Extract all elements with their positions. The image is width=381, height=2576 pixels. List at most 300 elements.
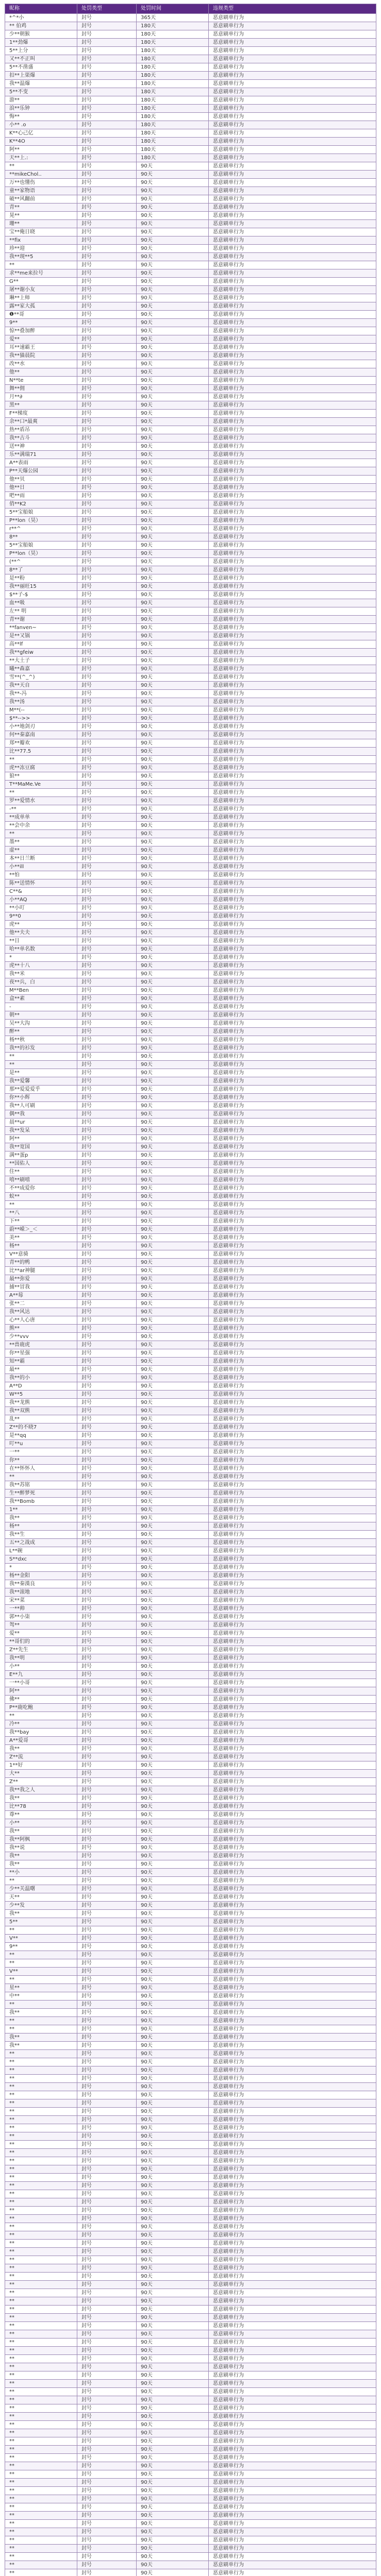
cell-penalty-duration: 90天 <box>137 426 209 434</box>
cell-violation-type: 恶意刷单行为 <box>209 368 376 377</box>
cell-penalty-duration: 90天 <box>137 2363 209 2371</box>
cell-penalty-type: 封号 <box>77 393 137 401</box>
cell-penalty-type: 封号 <box>77 1366 137 1374</box>
cell-violation-type: 恶意刷单行为 <box>209 2429 376 2437</box>
cell-nickname: 何**秦嘉南 <box>5 731 77 739</box>
table-row <box>5 1844 376 1852</box>
cell-nickname: ** <box>5 2099 77 2108</box>
cell-nickname: W**5 <box>5 1391 77 1399</box>
table-row <box>5 682 376 690</box>
cell-penalty-duration: 90天 <box>137 1118 209 1127</box>
cell-penalty-duration: 90天 <box>137 327 209 335</box>
cell-nickname: 求**me来拉号 <box>5 269 77 278</box>
cell-penalty-type: 封号 <box>77 624 137 632</box>
cell-violation-type: 恶意刷单行为 <box>209 2553 376 2561</box>
cell-violation-type: 恶意刷单行为 <box>209 1885 376 1893</box>
cell-penalty-duration: 90天 <box>137 1770 209 1778</box>
cell-nickname: ** <box>5 1926 77 1935</box>
cell-nickname: **哥们的 <box>5 1638 77 1646</box>
cell-nickname: ** <box>5 2347 77 2355</box>
cell-penalty-duration: 90天 <box>137 410 209 418</box>
cell-nickname: ** <box>5 756 77 764</box>
cell-violation-type: 恶意刷单行为 <box>209 1358 376 1366</box>
cell-penalty-duration: 90天 <box>137 401 209 410</box>
cell-nickname: 我**苏铭 <box>5 1481 77 1489</box>
cell-penalty-duration: 90天 <box>137 1448 209 1456</box>
cell-penalty-duration: 90天 <box>137 1176 209 1184</box>
cell-nickname: M**Ben <box>5 987 77 995</box>
cell-nickname: **fanven~ <box>5 624 77 632</box>
cell-penalty-type: 封号 <box>77 401 137 410</box>
cell-violation-type: 恶意刷单行为 <box>209 2487 376 2495</box>
table-row <box>5 88 376 96</box>
cell-penalty-duration: 90天 <box>137 2141 209 2149</box>
cell-penalty-duration: 90天 <box>137 171 209 179</box>
cell-penalty-duration: 90天 <box>137 1481 209 1489</box>
cell-penalty-type: 封号 <box>77 1086 137 1094</box>
cell-penalty-duration: 90天 <box>137 1522 209 1531</box>
cell-violation-type: 恶意刷单行为 <box>209 418 376 426</box>
cell-penalty-duration: 180天 <box>137 138 209 146</box>
table-row <box>5 1951 376 1959</box>
cell-nickname: 小**地剑刃 <box>5 723 77 731</box>
cell-violation-type: 恶意刷单行为 <box>209 1053 376 1061</box>
cell-nickname: 我**人可刷 <box>5 1102 77 1110</box>
cell-violation-type: 恶意刷单行为 <box>209 1968 376 1976</box>
cell-penalty-duration: 90天 <box>137 2569 209 2576</box>
cell-violation-type: 恶意刷单行为 <box>209 607 376 616</box>
table-row <box>5 2207 376 2215</box>
cell-penalty-type: 封号 <box>77 657 137 665</box>
cell-violation-type: 恶意刷单行为 <box>209 1127 376 1135</box>
cell-penalty-duration: 90天 <box>137 492 209 500</box>
cell-nickname: 5**宝船娘 <box>5 541 77 550</box>
cell-violation-type: 恶意刷单行为 <box>209 1110 376 1118</box>
cell-penalty-type: 封号 <box>77 1564 137 1572</box>
cell-penalty-duration: 90天 <box>137 1168 209 1176</box>
table-row <box>5 1605 376 1613</box>
cell-nickname: Z**流 <box>5 1753 77 1761</box>
cell-penalty-type: 封号 <box>77 682 137 690</box>
header-nickname: 昵称 <box>5 4 77 14</box>
cell-penalty-duration: 90天 <box>137 2454 209 2462</box>
table-row <box>5 1737 376 1745</box>
cell-penalty-duration: 90天 <box>137 335 209 344</box>
cell-penalty-type: 封号 <box>77 929 137 937</box>
cell-penalty-duration: 90天 <box>137 1893 209 1902</box>
cell-penalty-duration: 90天 <box>137 2561 209 2569</box>
cell-penalty-type: 封号 <box>77 278 137 286</box>
cell-violation-type: 恶意刷单行为 <box>209 830 376 838</box>
table-row <box>5 2198 376 2207</box>
cell-penalty-duration: 90天 <box>137 1630 209 1638</box>
cell-penalty-type: 封号 <box>77 1028 137 1036</box>
table-row <box>5 401 376 410</box>
cell-nickname: 他** <box>5 368 77 377</box>
cell-violation-type: 恶意刷单行为 <box>209 1234 376 1242</box>
cell-penalty-type: 封号 <box>77 896 137 904</box>
cell-penalty-duration: 90天 <box>137 863 209 871</box>
cell-penalty-type: 封号 <box>77 541 137 550</box>
cell-nickname: 大** <box>5 1770 77 1778</box>
cell-penalty-type: 封号 <box>77 2404 137 2413</box>
cell-penalty-duration: 90天 <box>137 1687 209 1696</box>
cell-nickname: 5**上分 <box>5 47 77 55</box>
table-row <box>5 599 376 607</box>
cell-penalty-duration: 90天 <box>137 2470 209 2479</box>
cell-violation-type: 恶意刷单行为 <box>209 574 376 583</box>
cell-violation-type: 恶意刷单行为 <box>209 2306 376 2314</box>
cell-penalty-type: 封号 <box>77 2413 137 2421</box>
cell-penalty-type: 封号 <box>77 1951 137 1959</box>
cell-penalty-type: 封号 <box>77 352 137 360</box>
cell-violation-type: 恶意刷单行为 <box>209 1349 376 1358</box>
cell-violation-type: 恶意刷单行为 <box>209 1910 376 1918</box>
cell-nickname: 1**劲爆 <box>5 39 77 47</box>
table-row <box>5 1728 376 1737</box>
cell-nickname: ** <box>5 2231 77 2240</box>
cell-penalty-duration: 90天 <box>137 245 209 253</box>
table-row <box>5 1745 376 1753</box>
cell-nickname: 我** <box>5 2042 77 2050</box>
cell-penalty-duration: 90天 <box>137 1391 209 1399</box>
cell-penalty-duration: 90天 <box>137 1679 209 1687</box>
cell-penalty-type: 封号 <box>77 1597 137 1605</box>
cell-penalty-type: 封号 <box>77 187 137 195</box>
table-row <box>5 1374 376 1382</box>
cell-nickname: 我**秦漢良 <box>5 1580 77 1588</box>
table-row <box>5 1597 376 1605</box>
cell-penalty-type: 封号 <box>77 2009 137 2017</box>
table-row <box>5 1761 376 1770</box>
cell-penalty-duration: 90天 <box>137 649 209 657</box>
cell-penalty-type: 封号 <box>77 1588 137 1597</box>
table-row <box>5 657 376 665</box>
cell-nickname: r**^ <box>5 525 77 533</box>
cell-violation-type: 恶意刷单行为 <box>209 96 376 105</box>
cell-penalty-type: 封号 <box>77 1201 137 1209</box>
cell-penalty-duration: 90天 <box>137 1489 209 1498</box>
cell-nickname: 小** .o <box>5 121 77 129</box>
cell-nickname: 张**二 <box>5 1300 77 1308</box>
cell-penalty-type: 封号 <box>77 1968 137 1976</box>
cell-nickname: ** <box>5 2256 77 2264</box>
table-row <box>5 781 376 789</box>
cell-nickname: 血**吸 <box>5 599 77 607</box>
cell-penalty-duration: 90天 <box>137 2388 209 2396</box>
table-row <box>5 1522 376 1531</box>
cell-penalty-type: 封号 <box>77 1877 137 1885</box>
cell-penalty-duration: 90天 <box>137 1366 209 1374</box>
cell-penalty-duration: 90天 <box>137 822 209 830</box>
cell-violation-type: 恶意刷单行为 <box>209 2264 376 2273</box>
cell-penalty-type: 封号 <box>77 1226 137 1234</box>
cell-penalty-duration: 90天 <box>137 1844 209 1852</box>
cell-penalty-duration: 90天 <box>137 1292 209 1300</box>
cell-penalty-type: 封号 <box>77 96 137 105</box>
cell-nickname: 天**上.: <box>5 154 77 162</box>
cell-nickname: V** <box>5 1935 77 1943</box>
cell-penalty-type: 封号 <box>77 2487 137 2495</box>
cell-penalty-type: 封号 <box>77 1259 137 1267</box>
cell-penalty-type: 封号 <box>77 269 137 278</box>
cell-penalty-duration: 90天 <box>137 1456 209 1465</box>
cell-penalty-type: 封号 <box>77 286 137 294</box>
cell-nickname: P**lon（昊） <box>5 517 77 525</box>
cell-nickname: ** <box>5 2182 77 2190</box>
cell-nickname: ** <box>5 2207 77 2215</box>
cell-penalty-type: 封号 <box>77 1094 137 1102</box>
table-row <box>5 1086 376 1094</box>
cell-penalty-duration: 90天 <box>137 2058 209 2066</box>
cell-penalty-type: 封号 <box>77 830 137 838</box>
cell-penalty-type: 封号 <box>77 2289 137 2297</box>
table-row <box>5 105 376 113</box>
cell-violation-type: 恶意刷单行为 <box>209 1951 376 1959</box>
table-row <box>5 1968 376 1976</box>
cell-nickname: ** <box>5 162 77 171</box>
cell-penalty-duration: 90天 <box>137 344 209 352</box>
table-row <box>5 1382 376 1391</box>
cell-penalty-type: 封号 <box>77 2569 137 2576</box>
cell-nickname: 知**霸 <box>5 1358 77 1366</box>
cell-violation-type: 恶意刷单行为 <box>209 756 376 764</box>
cell-penalty-type: 封号 <box>77 665 137 673</box>
cell-nickname: 比**78 <box>5 1803 77 1811</box>
cell-violation-type: 恶意刷单行为 <box>209 1209 376 1217</box>
cell-violation-type: 恶意刷单行为 <box>209 1341 376 1349</box>
cell-nickname: ** <box>5 2446 77 2454</box>
cell-violation-type: 恶意刷单行为 <box>209 2388 376 2396</box>
cell-penalty-type: 封号 <box>77 1292 137 1300</box>
cell-penalty-duration: 90天 <box>137 2495 209 2503</box>
cell-penalty-type: 封号 <box>77 385 137 393</box>
cell-nickname: 露**家大孤 <box>5 302 77 311</box>
cell-penalty-duration: 90天 <box>137 1044 209 1053</box>
cell-penalty-duration: 90天 <box>137 921 209 929</box>
cell-nickname: ** <box>5 2281 77 2289</box>
cell-violation-type: 恶意刷单行为 <box>209 1737 376 1745</box>
cell-penalty-duration: 90天 <box>137 987 209 995</box>
cell-violation-type: 恶意刷单行为 <box>209 739 376 748</box>
cell-penalty-type: 封号 <box>77 1234 137 1242</box>
cell-penalty-duration: 90天 <box>137 443 209 451</box>
cell-violation-type: 恶意刷单行为 <box>209 253 376 261</box>
cell-nickname: ** <box>5 2198 77 2207</box>
cell-penalty-duration: 90天 <box>137 2017 209 2025</box>
cell-violation-type: 恶意刷单行为 <box>209 2182 376 2190</box>
cell-nickname: 虎**冻豆腐 <box>5 764 77 772</box>
cell-nickname: ** <box>5 2330 77 2338</box>
cell-nickname: 黑** <box>5 401 77 410</box>
table-row <box>5 1514 376 1522</box>
cell-penalty-duration: 90天 <box>137 723 209 731</box>
cell-nickname: 我**猫晨院 <box>5 352 77 360</box>
cell-penalty-type: 封号 <box>77 179 137 187</box>
cell-violation-type: 恶意刷单行为 <box>209 14 376 22</box>
table-row <box>5 1391 376 1399</box>
penalty-table <box>5 4 376 2576</box>
cell-penalty-duration: 90天 <box>137 1440 209 1448</box>
cell-violation-type: 恶意刷单行为 <box>209 2066 376 2075</box>
table-row <box>5 1531 376 1539</box>
header-penalty-duration: 处罚时间 <box>137 4 209 14</box>
cell-nickname: ** <box>5 2240 77 2248</box>
table-row <box>5 236 376 245</box>
cell-nickname: C**& <box>5 888 77 896</box>
table-row <box>5 1770 376 1778</box>
table-row <box>5 2182 376 2190</box>
cell-penalty-duration: 90天 <box>137 855 209 863</box>
table-row <box>5 2446 376 2454</box>
cell-nickname: **八 <box>5 1209 77 1217</box>
cell-penalty-type: 封号 <box>77 1852 137 1860</box>
cell-penalty-type: 封号 <box>77 377 137 385</box>
cell-nickname: ** <box>5 2421 77 2429</box>
cell-penalty-duration: 90天 <box>137 632 209 640</box>
cell-penalty-type: 封号 <box>77 1399 137 1407</box>
table-row <box>5 690 376 698</box>
cell-penalty-type: 封号 <box>77 1737 137 1745</box>
cell-penalty-duration: 90天 <box>137 204 209 212</box>
cell-nickname: S**dxc <box>5 1555 77 1564</box>
cell-nickname: 杨**金阳 <box>5 1572 77 1580</box>
cell-penalty-type: 封号 <box>77 566 137 574</box>
cell-violation-type: 恶意刷单行为 <box>209 550 376 558</box>
cell-penalty-duration: 90天 <box>137 1597 209 1605</box>
table-row <box>5 146 376 154</box>
table-row <box>5 2066 376 2075</box>
cell-penalty-type: 封号 <box>77 467 137 476</box>
cell-nickname: 他**日 <box>5 484 77 492</box>
cell-penalty-duration: 90天 <box>137 912 209 921</box>
cell-nickname: 我**的衫发 <box>5 1044 77 1053</box>
table-row <box>5 377 376 385</box>
cell-nickname: 少**朝猴 <box>5 30 77 39</box>
cell-violation-type: 恶意刷单行为 <box>209 921 376 929</box>
cell-violation-type: 恶意刷单行为 <box>209 1151 376 1160</box>
cell-violation-type: 恶意刷单行为 <box>209 492 376 500</box>
cell-violation-type: 恶意刷单行为 <box>209 1984 376 1992</box>
cell-violation-type: 恶意刷单行为 <box>209 2042 376 2050</box>
table-row <box>5 500 376 509</box>
cell-violation-type: 恶意刷单行为 <box>209 904 376 912</box>
cell-penalty-duration: 90天 <box>137 1852 209 1860</box>
table-row <box>5 269 376 278</box>
cell-violation-type: 恶意刷单行为 <box>209 2528 376 2536</box>
cell-penalty-duration: 90天 <box>137 368 209 377</box>
cell-penalty-type: 封号 <box>77 1745 137 1753</box>
cell-nickname: E**九 <box>5 1671 77 1679</box>
cell-penalty-type: 封号 <box>77 715 137 723</box>
cell-violation-type: 恶意刷单行为 <box>209 1539 376 1547</box>
cell-nickname: ** <box>5 2338 77 2347</box>
cell-penalty-duration: 90天 <box>137 2512 209 2520</box>
cell-nickname: 我**说 <box>5 1844 77 1852</box>
cell-penalty-type: 封号 <box>77 1836 137 1844</box>
cell-violation-type: 恶意刷单行为 <box>209 1498 376 1506</box>
cell-penalty-type: 封号 <box>77 459 137 467</box>
cell-nickname: 我**双熊 <box>5 1407 77 1415</box>
table-row <box>5 517 376 525</box>
cell-penalty-type: 封号 <box>77 500 137 509</box>
cell-penalty-duration: 90天 <box>137 599 209 607</box>
cell-nickname: 少**发 <box>5 1902 77 1910</box>
cell-penalty-type: 封号 <box>77 822 137 830</box>
cell-violation-type: 恶意刷单行为 <box>209 467 376 476</box>
table-row <box>5 344 376 352</box>
cell-penalty-type: 封号 <box>77 2503 137 2512</box>
cell-penalty-duration: 90天 <box>137 1325 209 1333</box>
cell-violation-type: 恶意刷单行为 <box>209 632 376 640</box>
table-row <box>5 2569 376 2576</box>
cell-penalty-duration: 90天 <box>137 261 209 269</box>
table-row <box>5 2190 376 2198</box>
table-row <box>5 228 376 236</box>
cell-nickname: F**梯度 <box>5 410 77 418</box>
cell-penalty-type: 封号 <box>77 2363 137 2371</box>
cell-violation-type: 恶意刷单行为 <box>209 533 376 541</box>
table-row <box>5 2479 376 2487</box>
table-row <box>5 1918 376 1926</box>
cell-violation-type: 恶意刷单行为 <box>209 2569 376 2576</box>
cell-penalty-duration: 90天 <box>137 476 209 484</box>
cell-nickname: V**意骑 <box>5 1250 77 1259</box>
cell-penalty-duration: 90天 <box>137 978 209 987</box>
cell-nickname: 我**我之人 <box>5 1786 77 1794</box>
cell-violation-type: 恶意刷单行为 <box>209 129 376 138</box>
cell-penalty-duration: 90天 <box>137 937 209 945</box>
cell-nickname: ** <box>5 2165 77 2174</box>
cell-nickname: ** <box>5 2462 77 2470</box>
table-row <box>5 607 376 616</box>
cell-penalty-type: 封号 <box>77 1893 137 1902</box>
cell-penalty-duration: 90天 <box>137 1102 209 1110</box>
cell-penalty-type: 封号 <box>77 236 137 245</box>
cell-penalty-type: 封号 <box>77 863 137 871</box>
cell-penalty-duration: 90天 <box>137 1036 209 1044</box>
cell-violation-type: 恶意刷单行为 <box>209 1893 376 1902</box>
cell-penalty-type: 封号 <box>77 1638 137 1646</box>
table-row <box>5 2462 376 2470</box>
cell-penalty-duration: 90天 <box>137 1885 209 1893</box>
cell-violation-type: 恶意刷单行为 <box>209 434 376 443</box>
cell-penalty-type: 封号 <box>77 1860 137 1869</box>
cell-nickname: ** <box>5 2017 77 2025</box>
cell-nickname: ** <box>5 2149 77 2157</box>
cell-penalty-type: 封号 <box>77 1811 137 1819</box>
table-row <box>5 509 376 517</box>
cell-nickname: 乱** <box>5 1415 77 1423</box>
header-violation-type: 违规类型 <box>209 4 376 14</box>
cell-penalty-type: 封号 <box>77 888 137 896</box>
table-row <box>5 138 376 146</box>
cell-penalty-type: 封号 <box>77 855 137 863</box>
cell-violation-type: 恶意刷单行为 <box>209 278 376 286</box>
cell-penalty-duration: 90天 <box>137 2124 209 2132</box>
cell-penalty-duration: 90天 <box>137 805 209 814</box>
cell-nickname: 比**ar神腿 <box>5 1267 77 1275</box>
cell-violation-type: 恶意刷单行为 <box>209 2215 376 2223</box>
cell-nickname: 我**米 <box>5 970 77 978</box>
cell-violation-type: 恶意刷单行为 <box>209 1193 376 1201</box>
cell-penalty-duration: 90天 <box>137 1226 209 1234</box>
cell-penalty-type: 封号 <box>77 2470 137 2479</box>
cell-penalty-type: 封号 <box>77 2273 137 2281</box>
cell-nickname: 一** <box>5 1448 77 1456</box>
cell-penalty-duration: 90天 <box>137 624 209 632</box>
cell-violation-type: 恶意刷单行为 <box>209 80 376 88</box>
